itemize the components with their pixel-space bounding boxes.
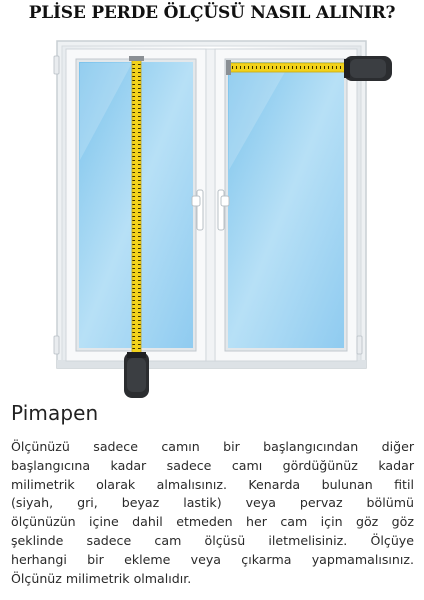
instruction-line: herhangi bir ekleme veya çıkarma yapmamalısınız. (11, 551, 414, 567)
instruction-text (11, 438, 414, 588)
instruction-line: milimetrik olarak almalısınız. Kenarda bulunan fitil (11, 476, 414, 492)
instruction-line: şeklinde sadece cam ölçüsü iletmelisiniz. Ölçüye (11, 532, 414, 548)
instruction-line: (siyah, gri, beyaz lastik) veya pervaz bölümü (11, 495, 414, 511)
instruction-line: Ölçünüz milimetrik olmalıdır. (11, 570, 192, 586)
page-title: PLİSE PERDE ÖLÇÜSÜ NASIL ALINIR? (28, 3, 396, 23)
instruction-line: ölçünüzün içine dahil etmeden her cam için göz göz (11, 514, 414, 530)
instruction-line: başlangıcına kadar sadece camı gördüğünüz kadar (11, 457, 414, 473)
instruction-line: Ölçünüzü sadece camın bir başlangıcından diğer (11, 439, 414, 454)
section-title: Pimapen (11, 401, 99, 425)
right-sash (215, 49, 357, 361)
